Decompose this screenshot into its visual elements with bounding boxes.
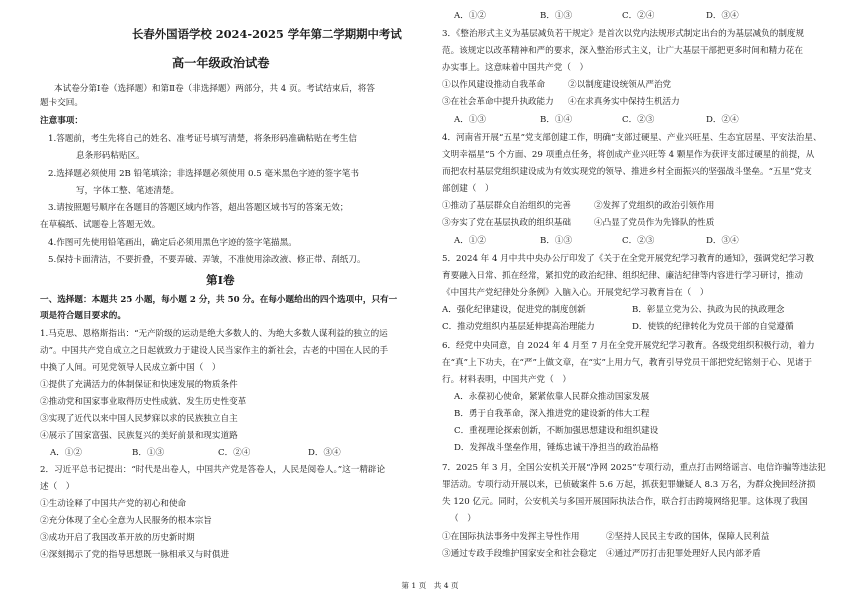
question-text: 4．河南省开展“五星”党支部创建工作，明确“支部过硬星、产业兴旺星、生态宜居星、平安法治星、: [442, 133, 822, 143]
intro-line: 本试卷分第Ⅰ卷（选择题）和第Ⅱ卷（非选择题）两部分，共 4 页。考试结束后，将答: [54, 84, 375, 94]
note-line: 2.选择题必须使用 2B 铅笔填涂；非选择题必须使用 0.5 毫米黑色字迹的签字笔书: [48, 169, 359, 179]
question-item: ②以制度建设统领从严治党: [568, 80, 672, 90]
question-item: ①在国际执法事务中发挥主导性作用: [442, 532, 580, 542]
answer-option: B．彰显立党为公、执政为民的执政理念: [632, 305, 785, 315]
question-item: ④展示了国家富强、民族复兴的美好前景和现实道路: [40, 431, 238, 441]
answer-option: D．③④: [706, 236, 739, 246]
question-text: 1.马克思、恩格斯指出：“无产阶级的运动是绝大多数人的、为绝大多数人谋利益的独立的运: [40, 329, 388, 339]
notes-heading: 注意事项：: [40, 116, 83, 126]
answer-option: C．②④: [218, 448, 251, 458]
question-text: 办实事上。这意味着中国共产党（ ）: [442, 63, 589, 73]
exam-title: 长春外国语学校 2024-2025 学年第二学期期中考试: [132, 27, 402, 41]
exam-subtitle: 高一年级政治试卷: [172, 56, 270, 70]
answer-option: C．②③: [622, 236, 655, 246]
question-text: 2．习近平总书记提出：“时代是出卷人，中国共产党是答卷人，人民是阅卷人。”这一精辟论: [40, 465, 386, 475]
section-instruction: 项是符合题目要求的。: [40, 311, 126, 321]
question-item: ②发挥了党组织的政治引领作用: [594, 201, 715, 211]
question-text: 5．2024 年 4 月中共中央办公厅印发了《关于在全党开展党纪学习教育的通知》，强调党纪学习教: [442, 254, 814, 264]
answer-option: D．发挥战斗堡垒作用，锤炼忠诚干净担当的政治品格: [454, 443, 659, 453]
answer-option: C．②④: [622, 11, 655, 21]
answer-option: C．推动党组织内基层延伸提高治理能力: [442, 322, 595, 332]
note-line: 在草稿纸、试题卷上答题无效。: [40, 220, 161, 230]
question-item: ③在社会革命中提升执政能力: [442, 97, 554, 107]
question-text: 部创建（ ）: [442, 184, 494, 194]
question-text: 7．2025 年 3 月，全国公安机关开展“净网 2025”专项行动，重点打击网络谣言、电信诈骗等违法犯: [442, 463, 826, 473]
answer-option: A．永葆初心使命，紧紧依靠人民群众推动国家发展: [454, 392, 650, 402]
answer-option: A．①②: [50, 448, 82, 458]
note-line: 1.答题前，考生先将自己的姓名、准考证号填写清楚，将条形码准确粘贴在考生信: [48, 134, 357, 144]
question-text: 而把农村基层党组织建设成为有效实现党的领导、推进乡村全面振兴的坚强战斗堡垒。“五星”党支: [442, 167, 812, 177]
question-text: 在“真”上下功夫，在“严”上做文章，在“实”上用力气，教育引导党员干部把党纪铭刻于心、见诸于: [442, 358, 813, 368]
question-text: 育要融入日常、抓在经常，紧扣党的政治纪律、组织纪律、廉洁纪律等内容进行学习研讨，推动: [442, 271, 803, 281]
question-item: ①以作风建设推动自我革命: [442, 80, 546, 90]
question-text: 范。该规定以改革精神和严的要求，深入整治形式主义，让广大基层干部把更多时间和精力花在: [442, 46, 803, 56]
question-text: 中换了人间。可见党领导人民成立新中国（ ）: [40, 363, 221, 373]
answer-option: A．①②: [454, 11, 486, 21]
question-item: ②推动党和国家事业取得历史性成就、发生历史性变革: [40, 397, 247, 407]
question-item: ④凸显了党员作为先锋队的性质: [594, 218, 715, 228]
note-line: 4.作图可先使用铅笔画出，确定后必须用黑色字迹的签字笔描黑。: [48, 238, 297, 248]
question-item: ①生动诠释了中国共产党的初心和使命: [40, 499, 187, 509]
answer-option: B．①④: [540, 115, 573, 125]
note-line: 3.请按照题号顺序在各题目的答题区域内作答，超出答题区域书写的答案无效；: [48, 203, 349, 213]
question-item: ③夯实了党在基层执政的组织基础: [442, 218, 571, 228]
answer-option: D．③④: [308, 448, 341, 458]
question-text: 《中国共产党纪律处分条例》入脑入心。开展党纪学习教育旨在（ ）: [442, 288, 709, 298]
answer-option: B．①③: [132, 448, 165, 458]
intro-line: 题卡交回。: [40, 98, 83, 108]
note-line: 息条形码粘贴区。: [76, 151, 145, 161]
question-text: 文明幸福星”5 个方面、29 项重点任务，将创成产业兴旺等 4 颗星作为获评支部过硬星的前提，从: [442, 150, 815, 160]
question-item: ①提供了充满活力的体制保证和快速发展的物质条件: [40, 380, 238, 390]
answer-option: B．勇于自我革命，深入推进党的建设新的伟大工程: [454, 409, 650, 419]
question-text: 述（ ）: [40, 482, 75, 492]
question-item: ④深刻揭示了党的指导思想既一脉相承又与时俱进: [40, 550, 230, 560]
question-item: ④在求真务实中保持生机活力: [568, 97, 680, 107]
volume-title: 第Ⅰ卷: [206, 273, 235, 287]
section-instruction: 一、选择题：本题共 25 小题，每小题 2 分，共 50 分。在每小题给出的四个选项中，只有一: [40, 295, 398, 305]
question-text: 动”。中国共产党自成立之日起就致力于建设人民当家作主的新社会，古老的中国在人民的手: [40, 346, 389, 356]
question-item: ④通过严厉打击犯罪处理好人民内部矛盾: [606, 549, 761, 559]
question-text: 3．《整治形式主义为基层减负若干规定》是首次以党内法规形式制定出台的为基层减负的制度规: [442, 29, 805, 39]
answer-option: D．③④: [706, 11, 739, 21]
answer-option: A．①③: [454, 115, 486, 125]
question-text: 行。材料表明，中国共产党（ ）: [442, 375, 571, 385]
question-item: ③成功开启了我国改革开放的历史新时期: [40, 533, 195, 543]
answer-option: B．①③: [540, 236, 573, 246]
question-text: 失 120 亿元。同时，公安机关与多国开展国际执法合作，联合打击跨境网络犯罪。这体现了我国: [442, 497, 808, 507]
answer-option: A．①②: [454, 236, 486, 246]
note-line: 5.保持卡面清洁，不要折叠，不要弄破、弄皱，不准使用涂改液、修正带、刮纸刀。: [48, 255, 366, 265]
answer-option: D．②④: [706, 115, 739, 125]
answer-option: C．重视理论探索创新，不断加强思想建设和组织建设: [454, 426, 659, 436]
question-item: ①推动了基层群众自治组织的完善: [442, 201, 571, 211]
page-footer: 第 1 页 共 4 页: [401, 581, 459, 590]
question-item: ②充分体现了全心全意为人民服务的根本宗旨: [40, 516, 212, 526]
answer-option: B．①③: [540, 11, 573, 21]
question-text: （ ）: [450, 514, 476, 524]
question-item: ③通过专政手段维护国家安全和社会稳定: [442, 549, 597, 559]
question-item: ③实现了近代以来中国人民梦寐以求的民族独立自主: [40, 414, 238, 424]
question-text: 6．经党中央同意，自 2024 年 4 月至 7 月在全党开展党纪学习教育。各级党组织积极行动，着力: [442, 341, 815, 351]
answer-option: C．②③: [622, 115, 655, 125]
answer-option: D．使铁的纪律转化为党员干部的自觉遵循: [632, 322, 794, 332]
question-item: ②坚持人民民主专政的国体，保障人民利益: [606, 532, 770, 542]
question-text: 罪活动。专项行动开展以来，已侦破案件 5.6 万起，抓获犯罪嫌疑人 8.3 万名，为群众挽回经济损: [442, 480, 816, 490]
answer-option: A．强化纪律建设，促进党的制度创新: [442, 305, 586, 315]
note-line: 写，字体工整、笔迹清楚。: [76, 186, 180, 196]
